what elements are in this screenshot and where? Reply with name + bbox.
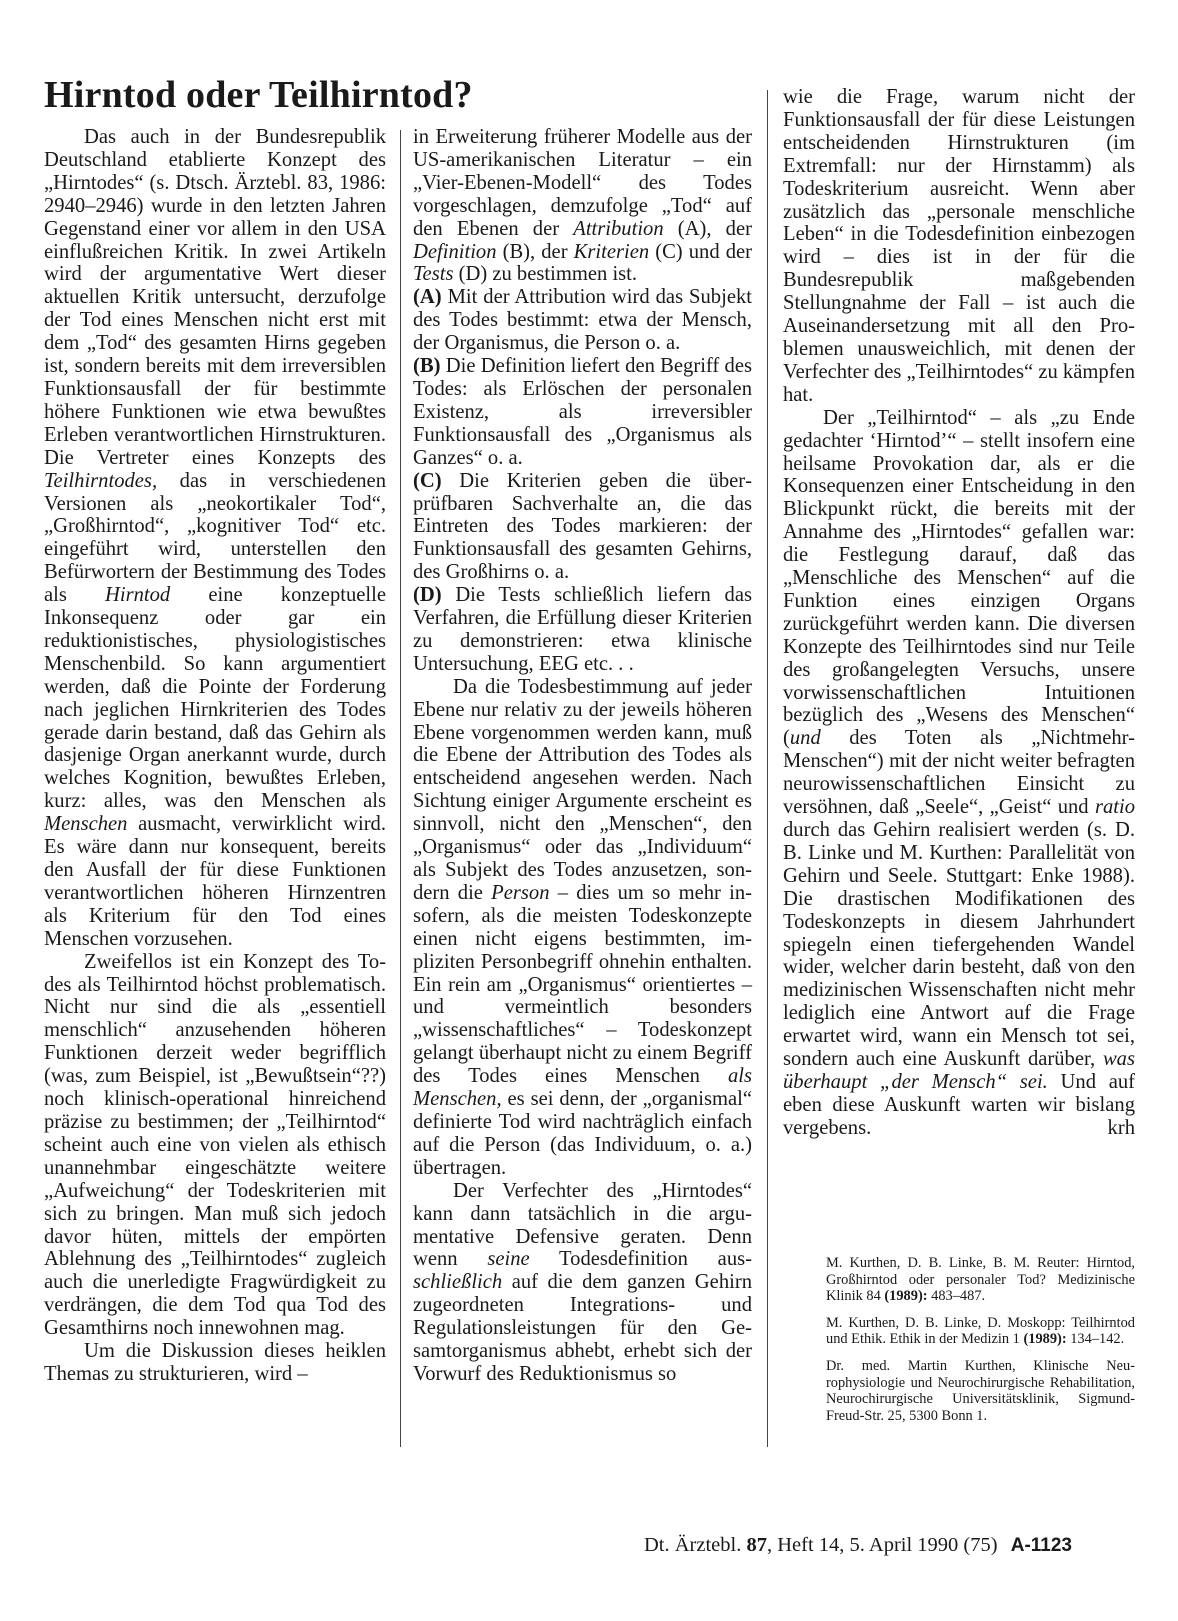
column-divider: [767, 90, 768, 1447]
reference-item: M. Kurthen, D. B. Linke, D. Moskopp: Teilhirntod und Ethik. Ethik in der Medizin 1 (1989): 134–142.: [826, 1314, 1135, 1348]
column-3: [783, 86, 1135, 1140]
paragraph: Da die Todesbestimmung auf jeder Ebene nur relativ zu der jeweils höheren Ebene vorgenommen werden kann, muß die Ebene der Attribution des Todes als entscheidend angesehen werden. Nach Sichtung einiger Argumente erscheint es sinnvoll, nicht den „Menschen“, den „Organismus“ oder das „Individuum“ als Subjekt des Todes anzusetzen, sondern die Person – dies um so mehr insofern, als die meisten Todeskonzepte einen nicht eigens bestimmten, impliziten Personbegriff ohnehin enthalten. Ein rein am „Organismus“ orientiertes – und vermeintlich besonders „wissenschaftliches“ – Todeskonzept gelangt überhaupt nicht zu einem Begriff des Todes eines Menschen als Menschen, es sei denn, der „organismal“ definierte Tod wird nachträglich einfach auf die Person (das Individuum, o. a.) übertragen.: [413, 675, 752, 1179]
column-1: [44, 126, 386, 1386]
page-footer: [644, 1535, 1072, 1556]
author-address: Dr. med. Martin Kurthen, Klinische Neurophysiologie und Neurochirurgische Rehabilitation, Neurochirurgische Universitätsklinik, Sigmund-Freud-Str. 25, 5300 Bonn 1.: [826, 1357, 1135, 1424]
column-2: [413, 126, 752, 1386]
paragraph: Der Verfechter des „Hirntodes“ kann dann tatsächlich in die argumentative Defensive geraten. Denn wenn seine Todesdefinition ausschließlich auf die dem ganzen Gehirn zugeordneten Integrations- und Regulationsleistungen für den Gesamtorganismus abhebt, erhebt sich der Vorwurf des Reduktionismus so: [413, 1179, 752, 1385]
paragraph: Zweifellos ist ein Konzept des Todes als Teilhirntod höchst problematisch. Nicht nur sind die als „essentiell menschlich“ anzusehenden höheren Funktionen derzeit weder begrifflich (was, zum Beispiel, ist „Bewußtsein“??) noch klinisch-operational hinreichend präzise zu bestimmen; der „Teilhirntod“ scheint auch eine von vielen als ethisch unannehmbar eingeschätzte weitere „Aufweichung“ der Todeskriterien mit sich zu bringen. Man muß sich jedoch davor hüten, mittels der empörten Ablehnung des „Teilhirntodes“ zugleich auch die unerledigte Fragwürdigkeit zu verdrängen, die dem Tod qua Tod des Gesamthirns noch innewohnen mag.: [44, 950, 386, 1340]
column-divider: [400, 130, 401, 1447]
paragraph: Das auch in der Bundesrepublik Deutschland etablierte Konzept des „Hirntodes“ (s. Dtsch. Ärztebl. 83, 1986: 2940–2946) wurde in den letzten Jahren Gegenstand einer vor allem in den USA einflußreichen Kritik. In zwei Artikeln wird der argumentative Wert dieser aktuellen Kritik untersucht, derzufolge der Tod eines Menschen nicht erst mit dem „Tod“ des gesamten Hirns gegeben ist, sondern bereits mit dem irreversiblen Funktionsausfall der für bestimmte höhere Funktionen wie etwa bewußtes Erleben verantwortlichen Hirnstrukturen. Die Vertreter eines Konzepts des Teilhirntodes, das in verschiedenen Versionen als „neokortikaler Tod“, „Großhirntod“, „kognitiver Tod“ etc. eingeführt wird, unterstellen den Befürwortern der Bestimmung des Todes als Hirntod eine konzeptuelle Inkonsequenz oder gar ein reduktionistisches, physiologistisches Menschenbild. So kann argumentiert werden, daß die Pointe der Forderung nach jeglichen Hirnkriterien des Todes gerade darin bestand, daß das Gehirn als dasjenige Organ anerkannt wurde, durch welches Kognition, bewußtes Erleben, kurz: alles, was den Menschen als Menschen ausmacht, verwirklicht wird. Es wäre dann nur konsequent, bereits den Ausfall der für diese Funktionen verantwortlichen höheren Hirnzentren als Kriterium für den Tod eines Menschen vorzusehen.: [44, 126, 386, 950]
reference-item: M. Kurthen, D. B. Linke, B. M. Reuter: Hirntod, Großhirntod oder personaler Tod? Medizinische Klinik 84 (1989): 483–487.: [826, 1255, 1135, 1305]
page-number: A-1123: [1010, 1535, 1072, 1556]
paragraph: Um die Diskussion dieses heiklen Themas zu strukturieren, wird –: [44, 1340, 386, 1385]
paragraph: Der „Teilhirntod“ – als „zu Ende gedachter ‘Hirntod’“ – stellt insofern eine heilsame Provokation dar, als er die Konsequenzen einer Entscheidung in den Blickpunkt rückt, die bereits mit der Annahme des „Hirntodes“ gefallen war: die Festlegung darauf, daß das „Menschliche des Menschen“ auf die Funktion eines einzigen Organs zurückgeführt werden kann. Die diversen Konzepte des Teilhirntodes sind nur Teile des großangelegten Versuchs, unsere vorwissenschaftlichen Intuitionen bezüglich des „Wesens des Menschen“ (und des Toten als „Nichtmehr-Menschen“) mit der nicht weiter befragten neurowissenschaftlichen Einsicht zu versöhnen, daß „Seele“, „Geist“ und ratio durch das Gehirn realisiert werden (s. D. B. Linke und M. Kurthen: Parallelität von Gehirn und Seele. Stuttgart: Enke 1988). Die drastischen Modifikationen des Todeskonzepts in diesem Jahrhundert spiegeln einen tiefergehenden Wandel wider, welcher darin besteht, daß von den medizinischen Wissenschaften nicht mehr lediglich eine Antwort auf die Frage erwartet wird, wann ein Mensch tot sei, sondern auch eine Auskunft darüber, was überhaupt „der Mensch“ sei. Und auf eben diese Auskunft warten wir bislang vergebens. krh: [783, 406, 1135, 1139]
list-item: (D) Die Tests schließlich liefern das Verfahren, die Erfüllung dieser Kriterien zu demonstrieren: etwa klinische Untersuchung, EEG etc. . .: [413, 584, 752, 675]
paragraph: wie die Frage, warum nicht der Funktionsausfall der für diese Leistungen entscheidenden Hirnstrukturen (im Extremfall: nur der Hirnstamm) als Todeskriterium ausreicht. Wenn aber zusätzlich das „personale menschliche Leben“ in die Todesdefinition einbezogen wird – dies ist in der für die Bundesrepublik maßgebenden Stellungnahme der Fall – ist auch die Auseinandersetzung mit all den Problemen unausweichlich, mit denen der Verfechter des „Teilhirntodes“ zu kämpfen hat.: [783, 86, 1135, 406]
author-signature: krh: [1107, 1116, 1135, 1139]
references: [826, 1255, 1135, 1434]
journal-name: Dt. Ärztebl.: [644, 1534, 742, 1556]
list-item: (B) Die Definition liefert den Begriff des Todes: als Erlöschen der personalen Existenz, als irreversibler Funktionsausfall des „Organismus als Ganzes“ o. a.: [413, 355, 752, 469]
paragraph: in Erweiterung früherer Modelle aus der US-amerikanischen Literatur – ein „Vier-Ebenen-Modell“ des Todes vorgeschlagen, demzufolge „Tod“ auf den Ebenen der Attribution (A), der Definition (B), der Kriterien (C) und der Tests (D) zu bestimmen ist.: [413, 126, 752, 286]
article-title: Hirntod oder Teilhirntod?: [44, 74, 473, 116]
journal-volume: 87: [746, 1534, 767, 1556]
issue-info: , Heft 14, 5. April 1990 (75): [766, 1534, 998, 1556]
list-item: (C) Die Kriterien geben die überprüfbaren Sachverhalte an, die das Eintreten des Todes markieren: der Funktionsausfall des gesamten Gehirns, des Großhirns o. a.: [413, 469, 752, 584]
list-item: (A) Mit der Attribution wird das Subjekt des Todes bestimmt: etwa der Mensch, der Organismus, die Person o. a.: [413, 286, 752, 355]
